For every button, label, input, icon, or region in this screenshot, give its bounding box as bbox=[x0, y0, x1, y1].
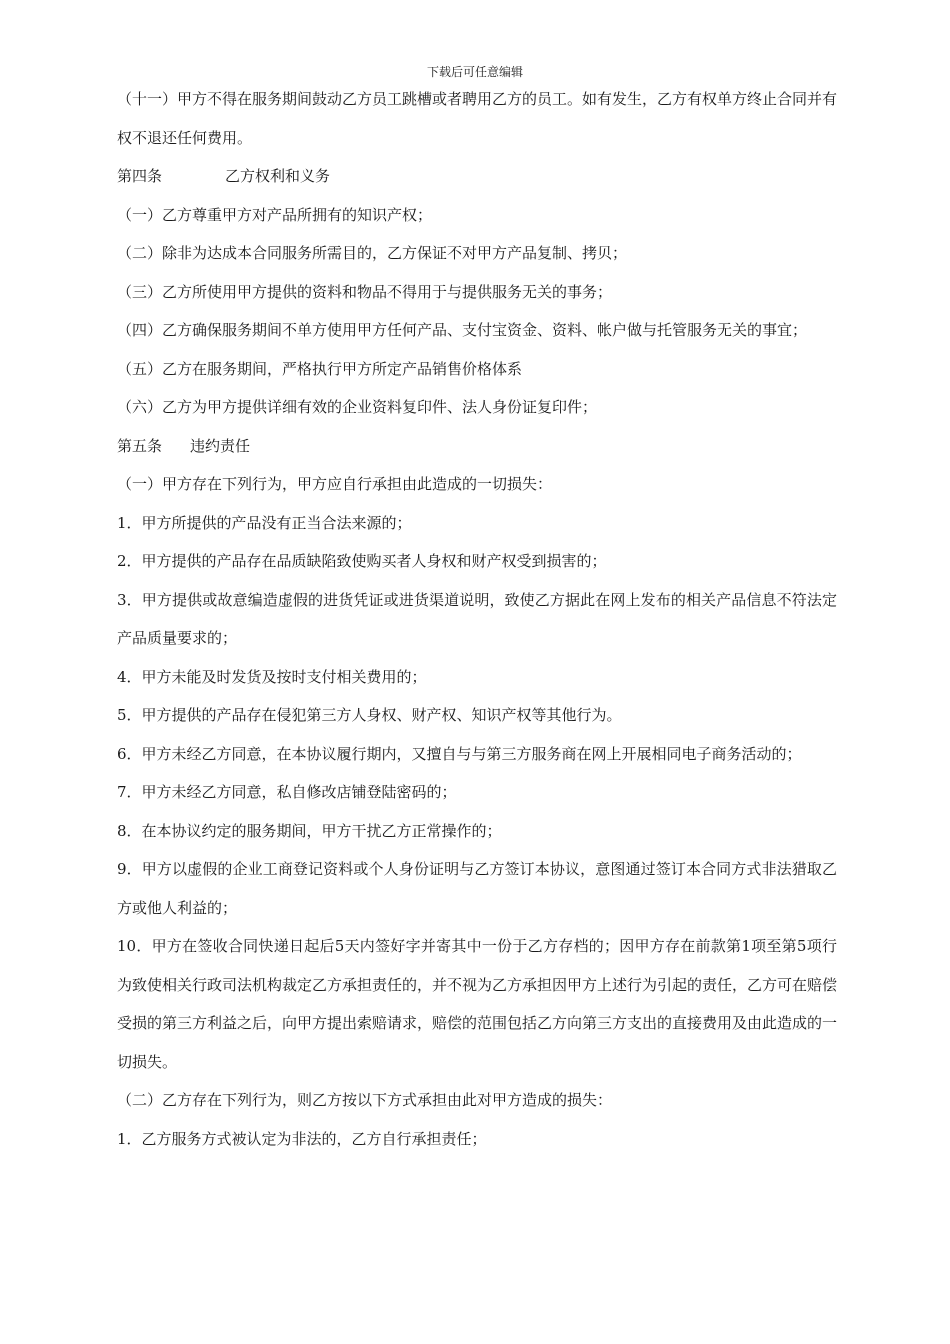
paragraph-1: （十一）甲方不得在服务期间鼓动乙方员工跳槽或者聘用乙方的员工。如有发生，乙方有权单方终止合同并有权不退还任何费用。 bbox=[117, 90, 837, 147]
paragraph-8: （六）乙方为甲方提供详细有效的企业资料复印件、法人身份证复印件； bbox=[117, 398, 598, 416]
paragraph-11: 1．甲方所提供的产品没有正当合法来源的； bbox=[117, 513, 412, 532]
paragraph-12: 2．甲方提供的产品存在品质缺陷致使购买者人身权和财产权受到损害的； bbox=[117, 552, 607, 570]
article-4-heading bbox=[117, 157, 837, 196]
paragraph-7: （五）乙方在服务期间，严格执行甲方所定产品销售价格体系 bbox=[117, 359, 523, 378]
paragraph-14: 4．甲方未能及时发货及按时支付相关费用的； bbox=[117, 667, 427, 686]
paragraph-10: （一）甲方存在下列行为，甲方应自行承担由此造成的一切损失： bbox=[117, 475, 553, 493]
page-header: 下载后可任意编辑 bbox=[426, 65, 523, 79]
paragraph-4: （二）除非为达成本合同服务所需目的，乙方保证不对甲方产品复制、拷贝； bbox=[117, 244, 628, 262]
paragraph-3: （一）乙方尊重甲方对产品所拥有的知识产权； bbox=[117, 205, 433, 224]
paragraph-15: 5．甲方提供的产品存在侵犯第三方人身权、财产权、知识产权等其他行为。 bbox=[117, 706, 622, 724]
article-4-label: 第四条 bbox=[117, 167, 163, 185]
paragraph-19: 9．甲方以虚假的企业工商登记资料或个人身份证明与乙方签订本协议，意图通过签订本合同方式非法猎取乙方或他人利益的； bbox=[117, 860, 837, 917]
article-5-title: 违约责任 bbox=[190, 436, 251, 455]
paragraph-22: 1．乙方服务方式被认定为非法的，乙方自行承担责任； bbox=[117, 1129, 487, 1148]
paragraph-18: 8．在本协议约定的服务期间，甲方干扰乙方正常操作的； bbox=[117, 821, 502, 840]
article-5-heading bbox=[117, 427, 837, 466]
paragraph-13: 3．甲方提供或故意编造虚假的进货凭证或进货渠道说明，致使乙方据此在网上发布的相关产品信息不符法定产品质量要求的； bbox=[117, 590, 837, 647]
article-4-title: 乙方权利和义务 bbox=[225, 167, 331, 185]
article-5-label: 第五条 bbox=[117, 436, 163, 455]
document-body bbox=[117, 80, 837, 1158]
paragraph-16: 6．甲方未经乙方同意，在本协议履行期内，又擅自与与第三方服务商在网上开展相同电子商务活动的； bbox=[117, 744, 802, 763]
paragraph-21: （二）乙方存在下列行为，则乙方按以下方式承担由此对甲方造成的损失： bbox=[117, 1091, 613, 1109]
paragraph-5: （三）乙方所使用甲方提供的资料和物品不得用于与提供服务无关的事务； bbox=[117, 282, 613, 301]
paragraph-6: （四）乙方确保服务期间不单方使用甲方任何产品、支付宝资金、资料、帐户做与托管服务无关的事宜； bbox=[117, 321, 808, 339]
paragraph-20: 10．甲方在签收合同快递日起后5天内签好字并寄其中一份于乙方存档的；因甲方存在前款第1项至第5项行为致使相关行政司法机构裁定乙方承担责任的，并不视为乙方承担因甲方上述行为引起的责任，乙方可在赔偿受损的第三方利益之后，向甲方提出索赔请求，赔偿的范围包括乙方向第三方支出的直接费用及由此造成的一切损失。 bbox=[117, 937, 837, 1071]
paragraph-17: 7．甲方未经乙方同意，私自修改店铺登陆密码的； bbox=[117, 783, 457, 801]
